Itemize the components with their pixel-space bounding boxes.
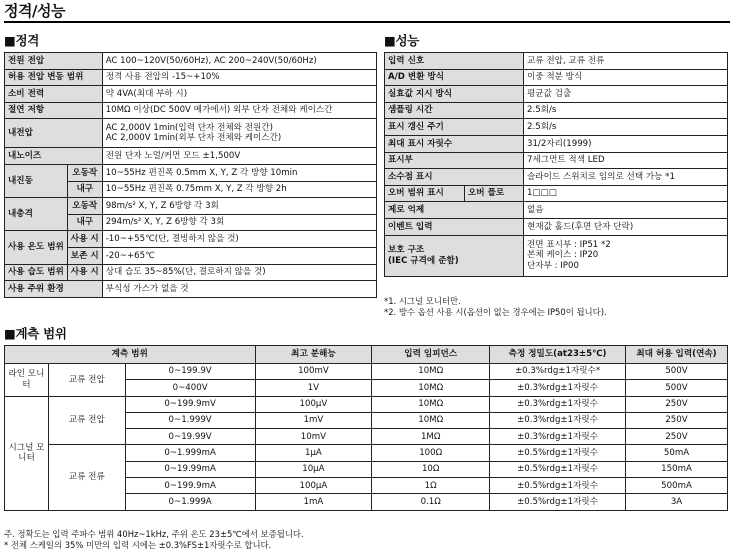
- measurement-heading: ■계측 범위: [4, 326, 67, 341]
- table-row: [385, 102, 728, 119]
- header-impedance: 입력 임피던스: [372, 346, 490, 364]
- row-label: 제로 억제: [385, 202, 524, 219]
- cell-range: 0~1.999V: [125, 412, 255, 428]
- cell-resolution: 1mA: [255, 494, 372, 510]
- row-value: 2.5회/s: [524, 119, 728, 136]
- row-sublabel: 오버 플로: [465, 185, 524, 202]
- row-label: 소수점 표시: [385, 169, 524, 186]
- cell-resolution: 1V: [255, 380, 372, 396]
- cell-impedance: 100Ω: [372, 445, 490, 461]
- row-label: 표시부: [385, 152, 524, 169]
- table-row: [385, 53, 728, 70]
- table-row: [385, 185, 728, 202]
- cell-resolution: 100μA: [255, 478, 372, 494]
- row-label: 전원 전압: [5, 53, 103, 70]
- table-row: [5, 198, 377, 215]
- table-row: [5, 445, 728, 461]
- rating-heading: ■정격: [4, 33, 40, 48]
- table-row: [385, 218, 728, 235]
- row-value: 부식성 가스가 없을 것: [102, 281, 376, 298]
- row-value: 없음: [524, 202, 728, 219]
- cell-resolution: 10μA: [255, 461, 372, 477]
- rating-table: [4, 52, 377, 298]
- header-max-input: 최대 허용 입력(연속): [626, 346, 728, 364]
- cell-accuracy: ±0.3%rdg±1자릿수*: [490, 364, 626, 380]
- table-header-row: [5, 346, 728, 364]
- cell-range: 0~1.999mA: [125, 445, 255, 461]
- row-label: 사용 주위 환경: [5, 281, 103, 298]
- row-label: 내노이즈: [5, 148, 103, 165]
- row-value: -10~+55℃(단, 결빙하지 않을 것): [102, 231, 376, 248]
- row-label: 내전압: [5, 119, 103, 148]
- cell-range: 0~199.9mA: [125, 478, 255, 494]
- row-sublabel: 오동작: [67, 198, 102, 215]
- group-signal-monitor: 시그널 모니터: [5, 396, 49, 510]
- row-label: 최대 표시 자릿수: [385, 135, 524, 152]
- table-row: [5, 396, 728, 412]
- table-row: [385, 69, 728, 86]
- header-resolution: 최고 분해능: [255, 346, 372, 364]
- row-sublabel: 사용 시: [67, 231, 102, 248]
- row-label: [385, 235, 524, 276]
- cell-resolution: 100mV: [255, 364, 372, 380]
- cell-accuracy: ±0.5%rdg±1자릿수: [490, 494, 626, 510]
- table-row: [5, 281, 377, 298]
- cell-accuracy: ±0.3%rdg±1자릿수: [490, 412, 626, 428]
- table-row: [385, 235, 728, 276]
- row-value: 10MΩ 이상(DC 500V 메가에서) 외부 단자 전체와 케이스간: [102, 102, 376, 119]
- row-label: 허용 전압 변동 범위: [5, 69, 103, 86]
- row-label: 절연 저항: [5, 102, 103, 119]
- cell-impedance: 1MΩ: [372, 429, 490, 445]
- cell-resolution: 10mV: [255, 429, 372, 445]
- row-label: 이벤트 입력: [385, 218, 524, 235]
- protection-label: 보호 구조: [388, 245, 425, 256]
- table-row: [385, 152, 728, 169]
- row-value: 10~55Hz 편진폭 0.75mm X, Y, Z 각 방향 2h: [102, 181, 376, 198]
- cell-impedance: 10MΩ: [372, 364, 490, 380]
- cell-max-input: 500V: [626, 380, 728, 396]
- cell-accuracy: ±0.3%rdg±1자릿수: [490, 429, 626, 445]
- note-1: *1. 시그널 모니터만.: [384, 296, 461, 306]
- protection-line-3: 단자부 : IP00: [527, 260, 579, 271]
- row-sublabel: 오동작: [67, 164, 102, 181]
- row-sublabel: 내구: [67, 214, 102, 231]
- row-value: 31/2자리(1999): [524, 135, 728, 152]
- row-sublabel: 내구: [67, 181, 102, 198]
- cell-resolution: 1μA: [255, 445, 372, 461]
- cell-resolution: 1mV: [255, 412, 372, 428]
- table-row: [385, 202, 728, 219]
- row-value: 슬라이드 스위치로 임의로 선택 가능 *1: [524, 169, 728, 186]
- row-value: -20~+65℃: [102, 247, 376, 264]
- table-row: [385, 135, 728, 152]
- row-label: 사용 습도 범위: [5, 264, 68, 281]
- table-row: [385, 119, 728, 136]
- row-label: 실효값 지시 방식: [385, 86, 524, 103]
- row-label: A/D 변환 방식: [385, 69, 524, 86]
- row-label: 오버 범위 표시: [385, 185, 465, 202]
- title-rule: [4, 21, 730, 23]
- table-row: [5, 164, 377, 181]
- cell-impedance: 10MΩ: [372, 380, 490, 396]
- row-value: 교류 전압, 교류 전류: [524, 53, 728, 70]
- row-value: 전원 단자 노멀/커먼 모드 ±1,500V: [102, 148, 376, 165]
- table-row: [5, 364, 728, 380]
- cell-range: 0~19.99V: [125, 429, 255, 445]
- cell-max-input: 500mA: [626, 478, 728, 494]
- row-value: 이중 적분 방식: [524, 69, 728, 86]
- row-value: 1□□□: [524, 185, 728, 202]
- row-value: 2.5회/s: [524, 102, 728, 119]
- cell-max-input: 250V: [626, 429, 728, 445]
- cell-max-input: 150mA: [626, 461, 728, 477]
- row-value: 약 4VA(최대 부하 시): [102, 86, 376, 103]
- cell-impedance: 10MΩ: [372, 412, 490, 428]
- cell-accuracy: ±0.3%rdg±1자릿수: [490, 396, 626, 412]
- cell-max-input: 250V: [626, 396, 728, 412]
- table-row: [5, 148, 377, 165]
- table-row: [385, 86, 728, 103]
- row-sublabel: 사용 시: [67, 264, 102, 281]
- table-row: [5, 69, 377, 86]
- cell-range: 0~19.99mA: [125, 461, 255, 477]
- table-row: [5, 231, 377, 248]
- cell-range: 0~400V: [125, 380, 255, 396]
- cell-resolution: 100μV: [255, 396, 372, 412]
- cell-impedance: 10MΩ: [372, 396, 490, 412]
- header-range: 계측 범위: [5, 346, 256, 364]
- cell-max-input: 250V: [626, 412, 728, 428]
- table-row: [5, 119, 377, 148]
- cell-accuracy: ±0.5%rdg±1자릿수: [490, 461, 626, 477]
- row-label: 입력 신호: [385, 53, 524, 70]
- note-2: *2. 방수 옵션 사용 시(옵션이 없는 경우에는 IP50이 됩니다).: [384, 307, 607, 317]
- cell-max-input: 3A: [626, 494, 728, 510]
- row-value: [524, 235, 728, 276]
- row-label: 표시 갱신 주기: [385, 119, 524, 136]
- cell-impedance: 1Ω: [372, 478, 490, 494]
- row-label: 사용 온도 범위: [5, 231, 68, 264]
- cell-impedance: 0.1Ω: [372, 494, 490, 510]
- protection-label-2: (IEC 규격에 준함): [388, 255, 459, 266]
- group-line-monitor: 라인 모니터: [5, 364, 49, 397]
- note-2: * 전체 스케일의 35% 미만의 입력 시에는 ±0.3%FS±1자릿수로 합니다.: [4, 540, 272, 550]
- row-label: 샘플링 시간: [385, 102, 524, 119]
- row-sublabel: 보존 시: [67, 247, 102, 264]
- table-row: [5, 102, 377, 119]
- row-label: 소비 전력: [5, 86, 103, 103]
- table-row: [5, 86, 377, 103]
- cell-range: 0~1.999A: [125, 494, 255, 510]
- performance-notes: [384, 296, 607, 318]
- cell-accuracy: ±0.3%rdg±1자릿수: [490, 380, 626, 396]
- row-value: 98m/s² X, Y, Z 6방향 각 3회: [102, 198, 376, 215]
- cell-range: 0~199.9mV: [125, 396, 255, 412]
- cell-max-input: 500V: [626, 364, 728, 380]
- table-row: [5, 53, 377, 70]
- row-value: 상대 습도 35~85%(단, 결로하지 않을 것): [102, 264, 376, 281]
- row-value: 정격 사용 전압의 -15~+10%: [102, 69, 376, 86]
- table-row: [5, 264, 377, 281]
- table-row: [385, 169, 728, 186]
- row-value: AC 100~120V(50/60Hz), AC 200~240V(50/60Hz): [102, 53, 376, 70]
- protection-line-1: 전면 표시부 : IP51 *2: [527, 240, 611, 251]
- header-accuracy: 측정 정밀도(at23±5℃): [490, 346, 626, 364]
- type-ac-current: 교류 전류: [48, 445, 125, 510]
- page-title: 정격/성능: [4, 2, 65, 20]
- performance-heading: ■성능: [384, 33, 420, 48]
- withstand-line-1: AC 2,000V 1min(입력 단자 전체와 전원간): [105, 123, 273, 134]
- protection-line-2: 본체 케이스 : IP20: [527, 250, 599, 261]
- row-label: 내충격: [5, 198, 68, 231]
- measurement-notes: [4, 529, 304, 551]
- row-value: 현재값 홀드(후면 단자 단락): [524, 218, 728, 235]
- cell-accuracy: ±0.5%rdg±1자릿수: [490, 478, 626, 494]
- cell-accuracy: ±0.5%rdg±1자릿수: [490, 445, 626, 461]
- cell-range: 0~199.9V: [125, 364, 255, 380]
- row-value: 평균값 검출: [524, 86, 728, 103]
- cell-max-input: 50mA: [626, 445, 728, 461]
- row-value: [102, 119, 376, 148]
- withstand-line-2: AC 2,000V 1min(외부 단자 전체와 케이스간): [105, 133, 282, 144]
- cell-impedance: 10Ω: [372, 461, 490, 477]
- type-ac-voltage: 교류 전압: [48, 396, 125, 445]
- row-value: 294m/s² X, Y, Z 6방향 각 3회: [102, 214, 376, 231]
- row-value: 7세그먼트 적색 LED: [524, 152, 728, 169]
- type-ac-voltage: 교류 전압: [48, 364, 125, 397]
- performance-table: [384, 52, 728, 277]
- measurement-table: [4, 345, 728, 511]
- note-1: 주. 정확도는 입력 주파수 범위 40Hz~1kHz, 주위 온도 23±5℃에서 보증됩니다.: [4, 529, 304, 539]
- row-label: 내진동: [5, 164, 68, 197]
- row-value: 10~55Hz 편진폭 0.5mm X, Y, Z 각 방향 10min: [102, 164, 376, 181]
